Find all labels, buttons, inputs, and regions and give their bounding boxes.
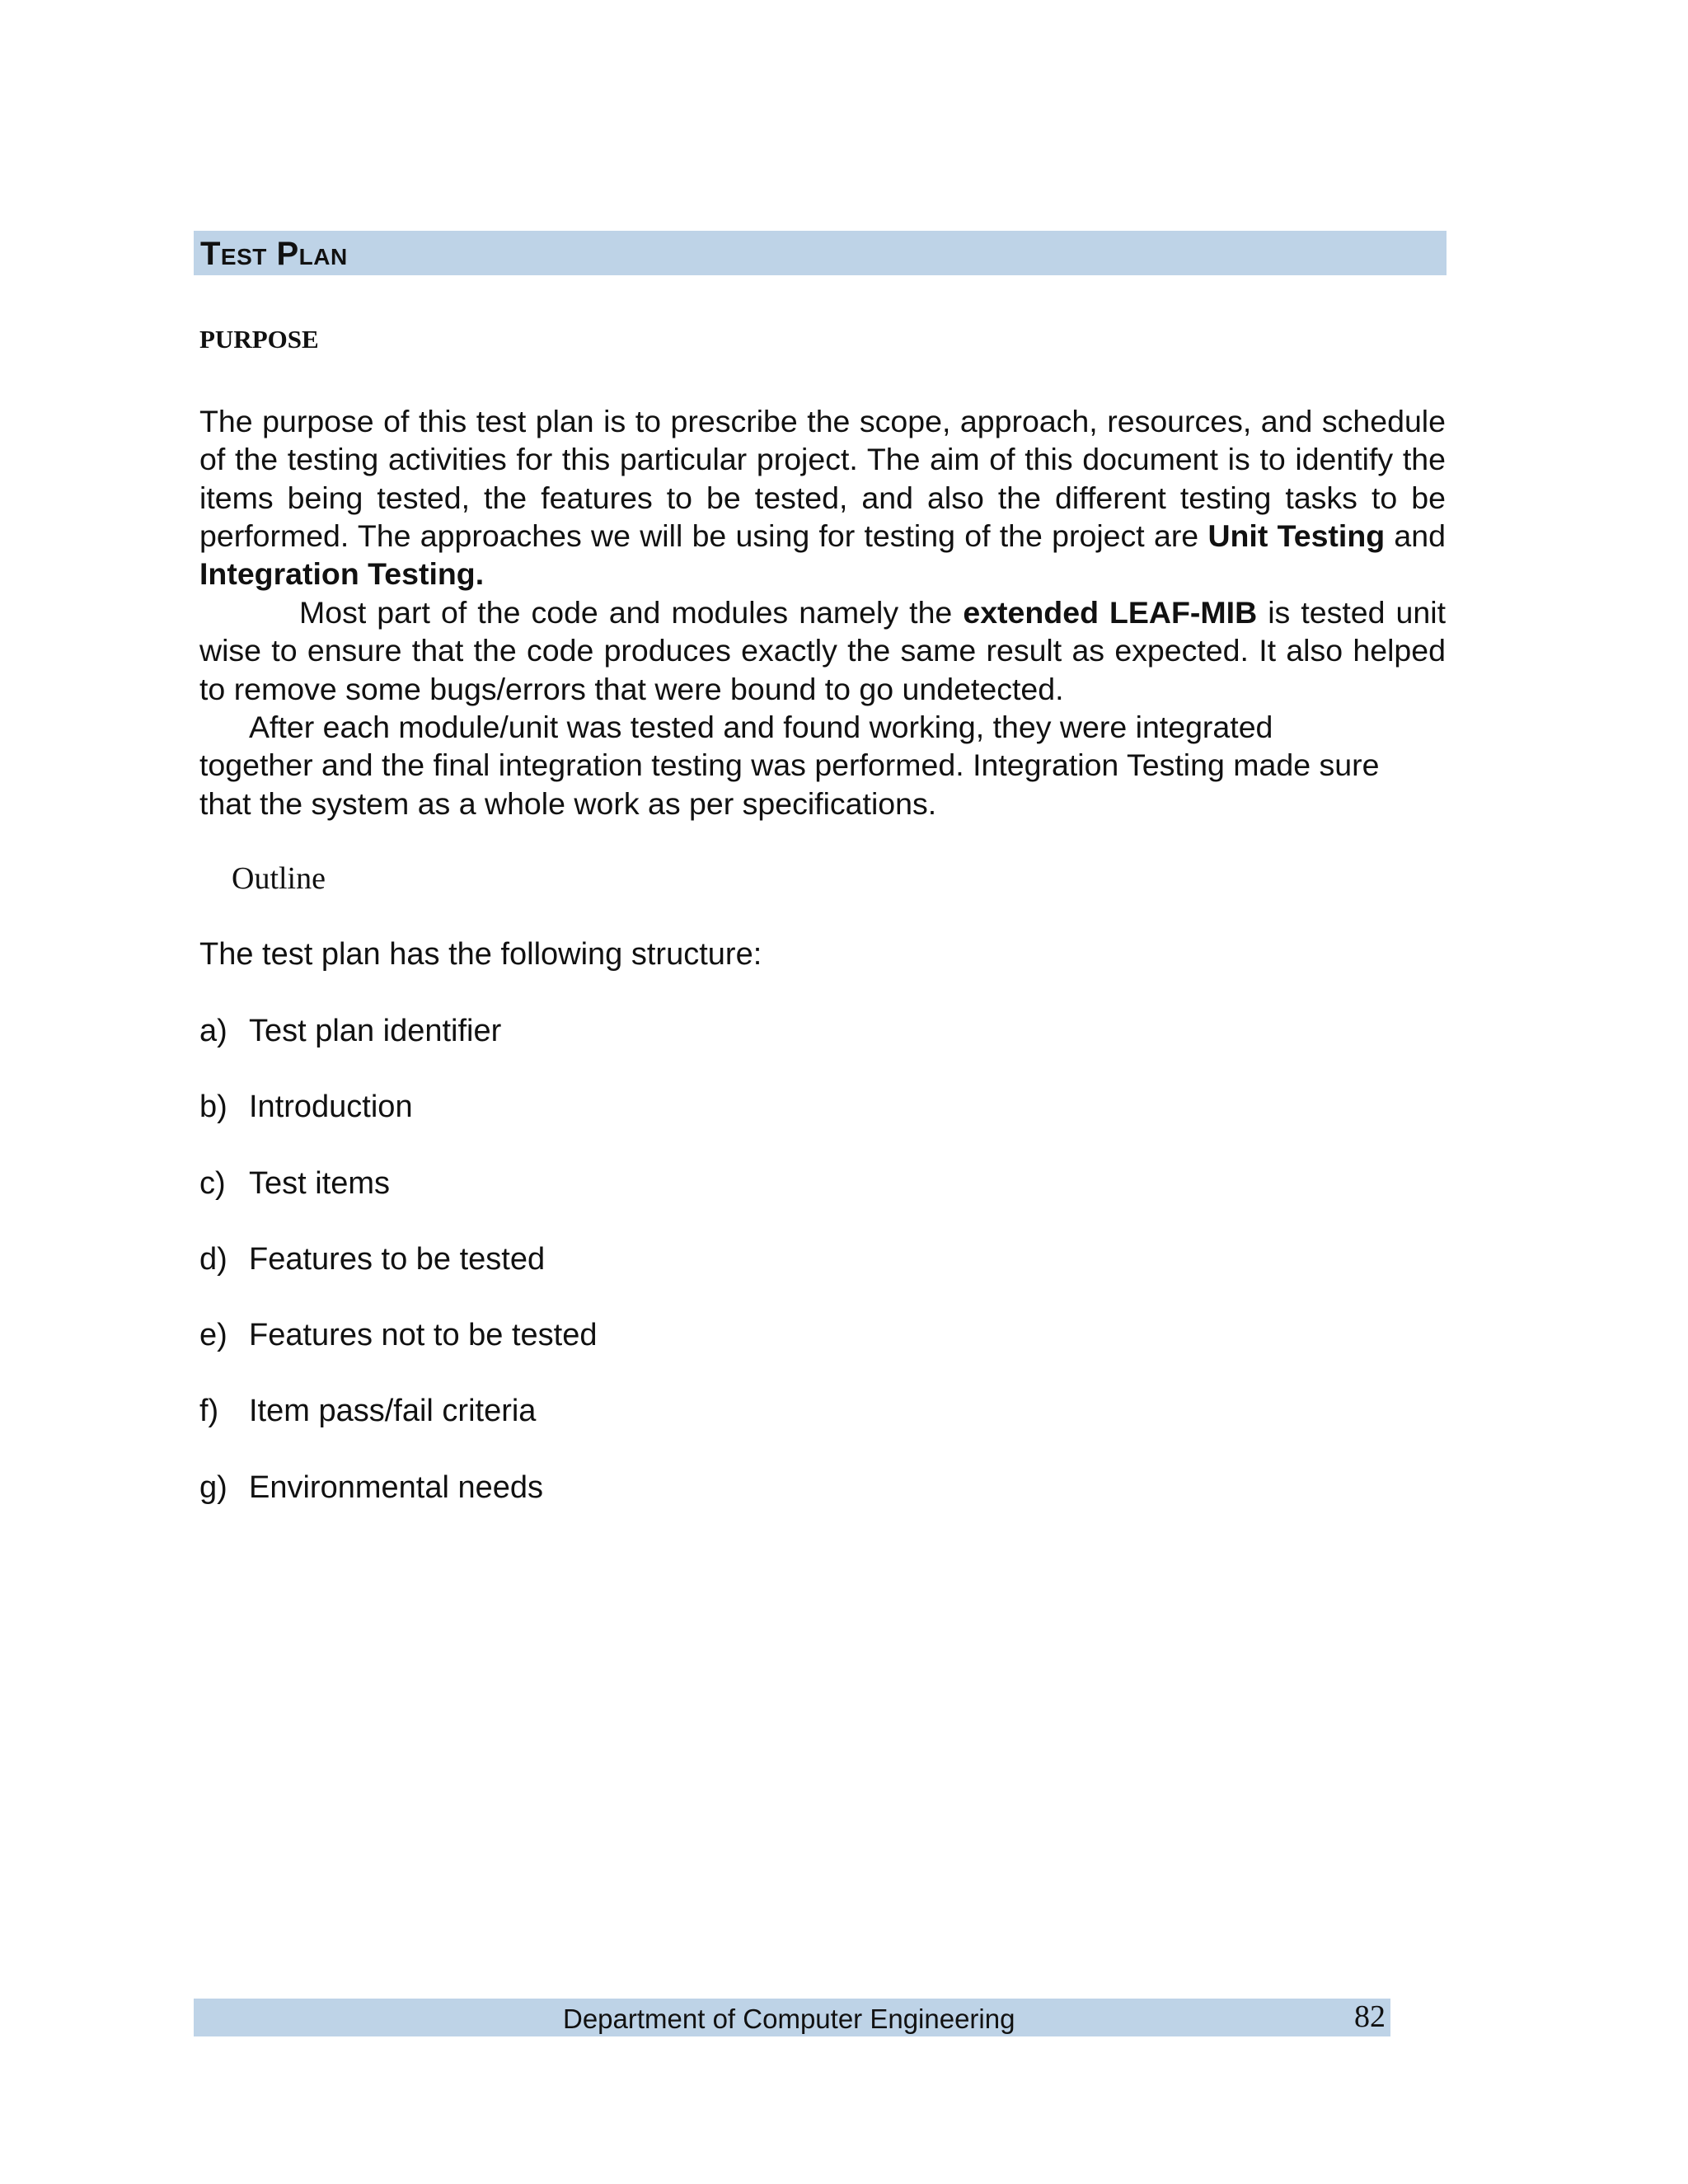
list-marker: g) [199,1469,227,1505]
section-title: Test Plan [200,236,348,272]
structure-intro-text: The test plan has the following structure: [199,937,762,972]
list-marker: a) [199,1014,227,1048]
list-marker: e) [199,1318,227,1353]
list-item [199,1088,598,1164]
list-item-label: Introduction [249,1090,413,1125]
purpose-paragraph-2 [199,593,1446,708]
list-item [199,1012,598,1088]
list-item-label: Item pass/fail criteria [249,1394,537,1429]
list-marker: f) [199,1394,219,1429]
footer-department: Department of Computer Engineering [563,2004,1015,2034]
page-footer [194,1999,1390,2036]
para2-post: is tested unit wise to ensure that the code produces exactly the same result as expected. It also helped to remove some bugs/errors that were bound to go undetected. [199,595,1446,706]
section-heading-band [194,231,1447,275]
para1-text: The purpose of this test plan is to prescribe the scope, approach, resources, and schedule of the testing activities for this particular project. The aim of this document is to identify the items being tested, the features to be tested, and also the different testing tasks to be performed. The approaches we will be using for testing of the project are [199,404,1446,553]
outline-subheading: Outline [232,861,326,896]
leaf-mib-term: extended LEAF-MIB [963,595,1258,630]
structure-list [199,1012,598,1544]
list-item-label: Features to be tested [249,1241,546,1277]
list-marker: b) [199,1090,227,1125]
para1-conjunction: and [1385,518,1446,553]
page-number: 82 [1354,1999,1386,2034]
list-marker: c) [199,1165,226,1201]
list-item-label: Test items [249,1165,391,1201]
list-item [199,1316,598,1392]
list-item [199,1392,598,1468]
integration-testing-term: Integration Testing. [199,556,485,592]
para3-text: After each module/unit was tested and found working, they were integrated together and the final integration testing was performed. Integration Testing made sure that the system as a whole work as per specifications. [199,710,1380,821]
list-item-label: Features not to be tested [249,1318,598,1353]
purpose-paragraph-3 [199,708,1386,823]
purpose-subheading: PURPOSE [199,325,319,354]
list-item [199,1240,598,1316]
list-item [199,1165,598,1240]
purpose-paragraph-1 [199,402,1446,593]
para2-pre: Most part of the code and modules namely the [299,595,964,630]
unit-testing-term: Unit Testing [1207,518,1386,553]
list-item [199,1469,598,1544]
list-item-label: Test plan identifier [249,1014,502,1048]
list-marker: d) [199,1241,227,1277]
list-item-label: Environmental needs [249,1469,543,1505]
